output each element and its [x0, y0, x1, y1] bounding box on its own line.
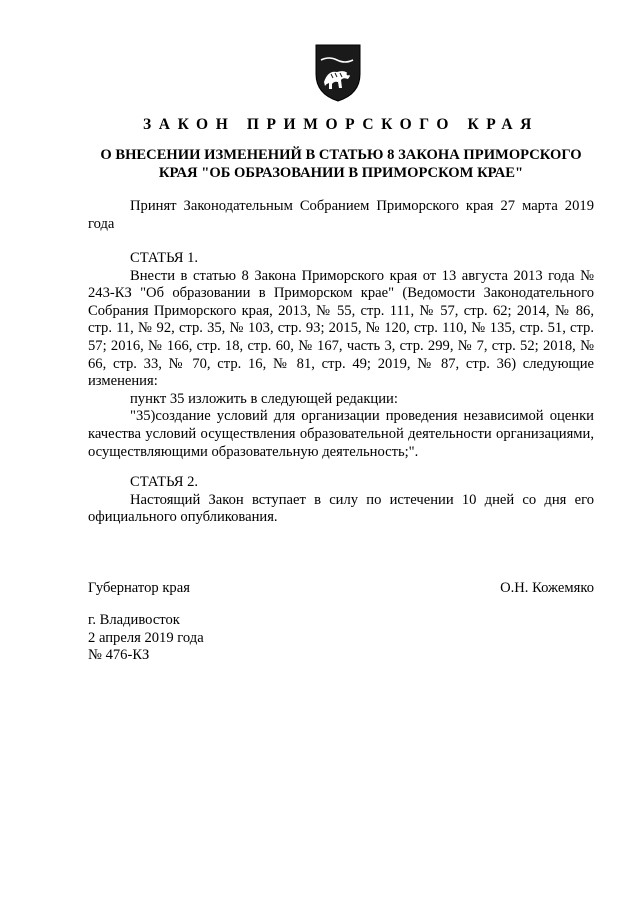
- article-1-quote: "35)создание условий для организации проведения независимой оценки качества условий осуществления образовательной деятельности организациями, осуществляющими образовательную деятельность;".: [88, 408, 594, 460]
- article-1-point: пункт 35 изложить в следующей редакции:: [130, 390, 398, 407]
- article-2-text: Настоящий Закон вступает в силу по истечении 10 дней со дня его официального опубликования.: [88, 491, 594, 526]
- law-title: ЗАКОН ПРИМОРСКОГО КРАЯ: [143, 116, 539, 133]
- footer-date: 2 апреля 2019 года: [88, 629, 204, 646]
- footer-number: № 476-КЗ: [88, 647, 150, 664]
- article-1-heading: СТАТЬЯ 1.: [130, 250, 199, 266]
- article-2: [88, 474, 594, 527]
- law-subject-line-1: О ВНЕСЕНИИ ИЗМЕНЕНИЙ В СТАТЬЮ 8 ЗАКОНА ПРИМОРСКОГО: [100, 147, 582, 163]
- document-footer: [88, 612, 594, 665]
- footer-city: г. Владивосток: [88, 612, 180, 628]
- adoption-note: [88, 198, 594, 233]
- article-2-heading: СТАТЬЯ 2.: [130, 474, 199, 490]
- law-subject: [88, 147, 594, 182]
- law-subject-line-2: КРАЯ "ОБ ОБРАЗОВАНИИ В ПРИМОРСКОМ КРАЕ": [158, 164, 524, 181]
- signatory-position: Губернатор края: [88, 580, 190, 596]
- signature-row: [88, 580, 594, 598]
- article-1-text: Внести в статью 8 Закона Приморского края от 13 августа 2013 года № 243-КЗ "Об образовании в Приморском крае" (Ведомости Законодательного Собрания Приморского края, 2013, № 55, стр. 111, № 57, стр. 62; 2014, № 86, стр. 11, № 92, стр. 35, № 103, стр. 93; 2015, № 120, стр. 110, № 135, стр. 51, стр. 57; 2016, № 166, стр. 18, стр. 60, № 167, часть 3, стр. 299, № 7, стр. 52; 2018, № 66, стр. 33, № 70, стр. 16, № 81, стр. 49; 2019, № 87, стр. 36) следующие изменения:: [88, 267, 594, 390]
- adoption-text: Принят Законодательным Собранием Приморского края 27 марта 2019 года: [88, 198, 594, 232]
- coat-of-arms-icon: [315, 44, 361, 102]
- article-1: [88, 250, 594, 461]
- signatory-name: О.Н. Кожемяко: [500, 580, 594, 596]
